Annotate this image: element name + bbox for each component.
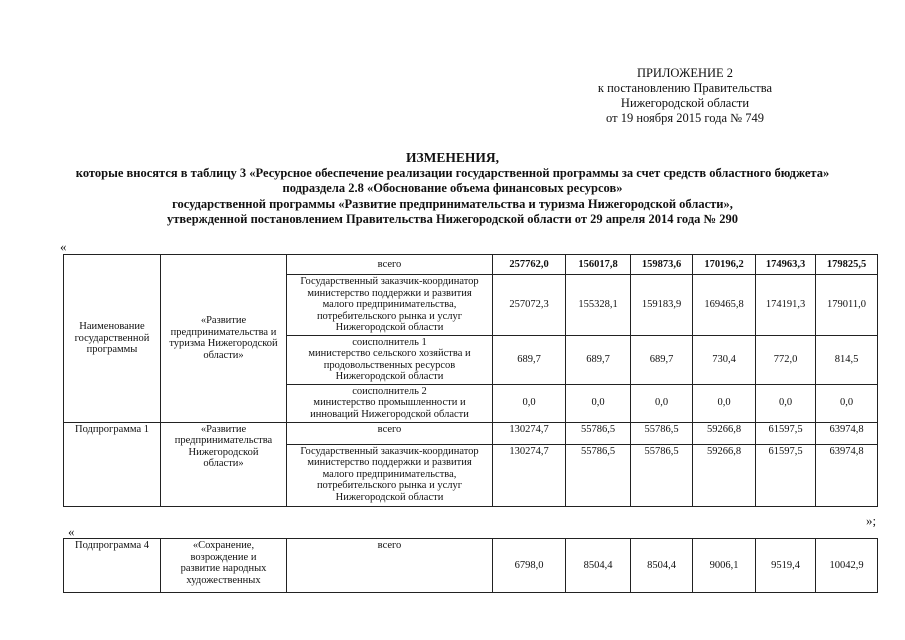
value-cell: 130274,7 — [493, 422, 566, 444]
program-name-cell: «Развитие предпринимательства и туризма Нижегородской области» — [161, 255, 287, 423]
value-cell: 159873,6 — [631, 255, 693, 275]
appendix-line: к постановлению Правительства — [597, 81, 773, 95]
row-label: всего — [287, 539, 493, 593]
value-cell: 130274,7 — [493, 444, 566, 506]
value-cell: 8504,4 — [566, 539, 631, 593]
row-label: соисполнитель 2 министерство промышленности и инноваций Нижегородской области — [287, 384, 493, 422]
heading-line: государственной программы «Развитие предпринимательства и туризма Нижегородской области», — [172, 196, 733, 211]
value-cell: 257072,3 — [493, 275, 566, 336]
subprogram-label-cell: Подпрограмма 4 — [64, 539, 161, 593]
value-cell: 169465,8 — [693, 275, 756, 336]
resource-table — [63, 254, 878, 507]
value-cell: 55786,5 — [566, 422, 631, 444]
value-cell: 55786,5 — [631, 444, 693, 506]
heading-line: которые вносятся в таблицу 3 «Ресурсное обеспечение реализации государственной программы за счет средств областного бюджета» — [75, 165, 830, 180]
value-cell: 55786,5 — [566, 444, 631, 506]
value-cell: 9519,4 — [756, 539, 816, 593]
program-label-cell: Наименование государственной программы — [64, 255, 161, 423]
value-cell: 59266,8 — [693, 422, 756, 444]
value-cell: 63974,8 — [816, 422, 878, 444]
table-row — [64, 539, 878, 593]
document-heading — [20, 150, 885, 228]
open-quote: « — [68, 524, 75, 539]
heading-line: утвержденной постановлением Правительства Нижегородской области от 29 апреля 2014 года № 290 — [167, 212, 738, 226]
value-cell: 59266,8 — [693, 444, 756, 506]
value-cell: 170196,2 — [693, 255, 756, 275]
subprogram-name-cell: «Развитие предпринимательства Нижегородской области» — [161, 422, 287, 506]
appendix-date: от 19 ноября 2015 года № 749 — [606, 111, 764, 125]
close-quote: »; — [866, 513, 877, 528]
value-cell: 814,5 — [816, 335, 878, 384]
row-label: Государственный заказчик-координатор министерство поддержки и развития малого предпринимательства, потребительского рынка и услуг Нижегородской области — [287, 275, 493, 336]
subprogram-4-table — [63, 538, 878, 593]
value-cell: 0,0 — [631, 384, 693, 422]
value-cell: 174963,3 — [756, 255, 816, 275]
value-cell: 55786,5 — [631, 422, 693, 444]
value-cell: 61597,5 — [756, 422, 816, 444]
value-cell: 8504,4 — [631, 539, 693, 593]
row-label: соисполнитель 1 министерство сельского хозяйства и продовольственных ресурсов Нижегородской области — [287, 335, 493, 384]
subprogram-label-cell: Подпрограмма 1 — [64, 422, 161, 506]
value-cell: 6798,0 — [493, 539, 566, 593]
appendix-line: Нижегородской области — [620, 96, 750, 110]
value-cell: 9006,1 — [693, 539, 756, 593]
value-cell: 257762,0 — [493, 255, 566, 275]
value-cell: 0,0 — [756, 384, 816, 422]
value-cell: 0,0 — [566, 384, 631, 422]
value-cell: 156017,8 — [566, 255, 631, 275]
value-cell: 772,0 — [756, 335, 816, 384]
row-label: всего — [287, 422, 493, 444]
value-cell: 179011,0 — [816, 275, 878, 336]
table-row — [64, 422, 878, 444]
open-quote: « — [60, 239, 67, 254]
value-cell: 0,0 — [493, 384, 566, 422]
value-cell: 61597,5 — [756, 444, 816, 506]
value-cell: 159183,9 — [631, 275, 693, 336]
value-cell: 689,7 — [493, 335, 566, 384]
value-cell: 689,7 — [631, 335, 693, 384]
row-label: всего — [287, 255, 493, 275]
value-cell: 10042,9 — [816, 539, 878, 593]
value-cell: 730,4 — [693, 335, 756, 384]
appendix-title: ПРИЛОЖЕНИЕ 2 — [636, 66, 734, 80]
value-cell: 689,7 — [566, 335, 631, 384]
value-cell: 179825,5 — [816, 255, 878, 275]
value-cell: 63974,8 — [816, 444, 878, 506]
subprogram-name-cell: «Сохранение, возрождение и развитие народных художественных — [161, 539, 287, 593]
heading-line: подраздела 2.8 «Обоснование объема финансовых ресурсов» — [282, 181, 623, 195]
value-cell: 0,0 — [693, 384, 756, 422]
appendix-block — [560, 66, 810, 126]
table-row — [64, 255, 878, 275]
heading-title: ИЗМЕНЕНИЯ, — [405, 150, 499, 165]
value-cell: 0,0 — [816, 384, 878, 422]
value-cell: 155328,1 — [566, 275, 631, 336]
row-label: Государственный заказчик-координатор министерство поддержки и развития малого предпринимательства, потребительского рынка и услуг Нижегородской области — [287, 444, 493, 506]
value-cell: 174191,3 — [756, 275, 816, 336]
